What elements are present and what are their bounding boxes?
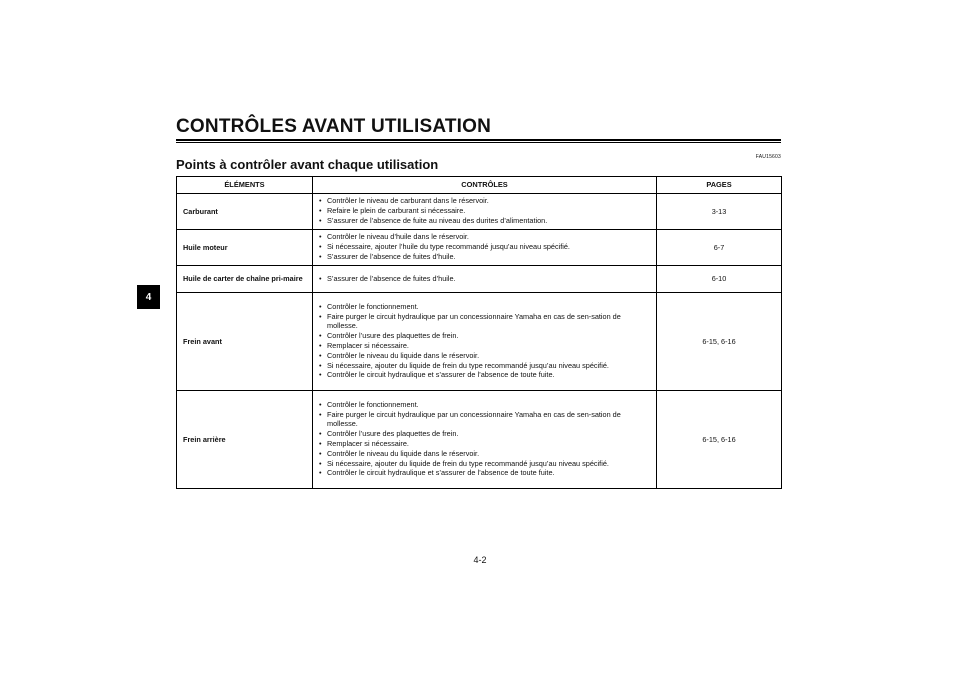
pages-cell: 6-10 bbox=[657, 266, 782, 293]
table-row bbox=[177, 230, 782, 266]
list-item: • Contrôler le fonctionnement. bbox=[317, 400, 652, 410]
list-item: • Contrôler le niveau du liquide dans le réservoir. bbox=[317, 351, 652, 361]
checks-list bbox=[317, 274, 652, 284]
table-row bbox=[177, 293, 782, 391]
list-item: • Contrôler le niveau d’huile dans le réservoir. bbox=[317, 232, 652, 242]
item-cell: Frein avant bbox=[177, 293, 313, 391]
column-header-checks: CONTRÔLES bbox=[313, 177, 657, 194]
chapter-tab: 4 bbox=[137, 285, 160, 309]
list-item: • S’assurer de l’absence de fuites d’huile. bbox=[317, 252, 652, 262]
checks-list bbox=[317, 400, 652, 478]
checks-table bbox=[176, 176, 782, 489]
table-row bbox=[177, 391, 782, 489]
list-item: • S’assurer de l’absence de fuites d’huile. bbox=[317, 274, 652, 284]
list-item: • Remplacer si nécessaire. bbox=[317, 439, 652, 449]
column-header-items: ÉLÉMENTS bbox=[177, 177, 313, 194]
checks-cell bbox=[313, 230, 657, 266]
list-item: • Si nécessaire, ajouter l’huile du type recommandé jusqu’au niveau spécifié. bbox=[317, 242, 652, 252]
list-item: • Contrôler le fonctionnement. bbox=[317, 302, 652, 312]
page-number: 4-2 bbox=[473, 555, 487, 565]
list-item: • Contrôler le niveau de carburant dans le réservoir. bbox=[317, 196, 652, 206]
section-heading: Points à contrôler avant chaque utilisation bbox=[176, 157, 439, 172]
list-item: • S’assurer de l’absence de fuite au niveau des durites d’alimentation. bbox=[317, 216, 652, 226]
list-item: • Si nécessaire, ajouter du liquide de frein du type recommandé jusqu’au niveau spécifié. bbox=[317, 361, 652, 371]
table-row bbox=[177, 266, 782, 293]
item-cell: Huile de carter de chaîne pri-maire bbox=[177, 266, 313, 293]
checks-cell bbox=[313, 266, 657, 293]
list-item: • Contrôler le niveau du liquide dans le réservoir. bbox=[317, 449, 652, 459]
checks-list bbox=[317, 302, 652, 380]
table-row bbox=[177, 194, 782, 230]
item-cell: Carburant bbox=[177, 194, 313, 230]
page-title: CONTRÔLES AVANT UTILISATION bbox=[176, 116, 492, 137]
pages-cell: 3-13 bbox=[657, 194, 782, 230]
column-header-pages: PAGES bbox=[657, 177, 782, 194]
checks-cell bbox=[313, 194, 657, 230]
list-item: • Remplacer si nécessaire. bbox=[317, 341, 652, 351]
list-item: • Contrôler l’usure des plaquettes de frein. bbox=[317, 331, 652, 341]
list-item: • Contrôler l’usure des plaquettes de frein. bbox=[317, 429, 652, 439]
item-cell: Huile moteur bbox=[177, 230, 313, 266]
title-rule bbox=[176, 139, 781, 143]
list-item: • Contrôler le circuit hydraulique et s’assurer de l’absence de toute fuite. bbox=[317, 468, 652, 478]
list-item: • Contrôler le circuit hydraulique et s’assurer de l’absence de toute fuite. bbox=[317, 370, 652, 380]
pages-cell: 6-7 bbox=[657, 230, 782, 266]
list-item: • Si nécessaire, ajouter du liquide de frein du type recommandé jusqu’au niveau spécifié. bbox=[317, 459, 652, 469]
checks-cell bbox=[313, 391, 657, 489]
list-item: • Faire purger le circuit hydraulique par un concessionnaire Yamaha en cas de sen-sation de mollesse. bbox=[317, 410, 652, 430]
checks-cell bbox=[313, 293, 657, 391]
pages-cell: 6-15, 6-16 bbox=[657, 391, 782, 489]
item-cell: Frein arrière bbox=[177, 391, 313, 489]
checks-list bbox=[317, 196, 652, 225]
list-item: • Faire purger le circuit hydraulique par un concessionnaire Yamaha en cas de sen-sation de mollesse. bbox=[317, 312, 652, 332]
pages-cell: 6-15, 6-16 bbox=[657, 293, 782, 391]
reference-code: FAU15603 bbox=[755, 154, 781, 160]
list-item: • Refaire le plein de carburant si nécessaire. bbox=[317, 206, 652, 216]
table-header-row bbox=[177, 177, 782, 194]
checks-list bbox=[317, 232, 652, 261]
